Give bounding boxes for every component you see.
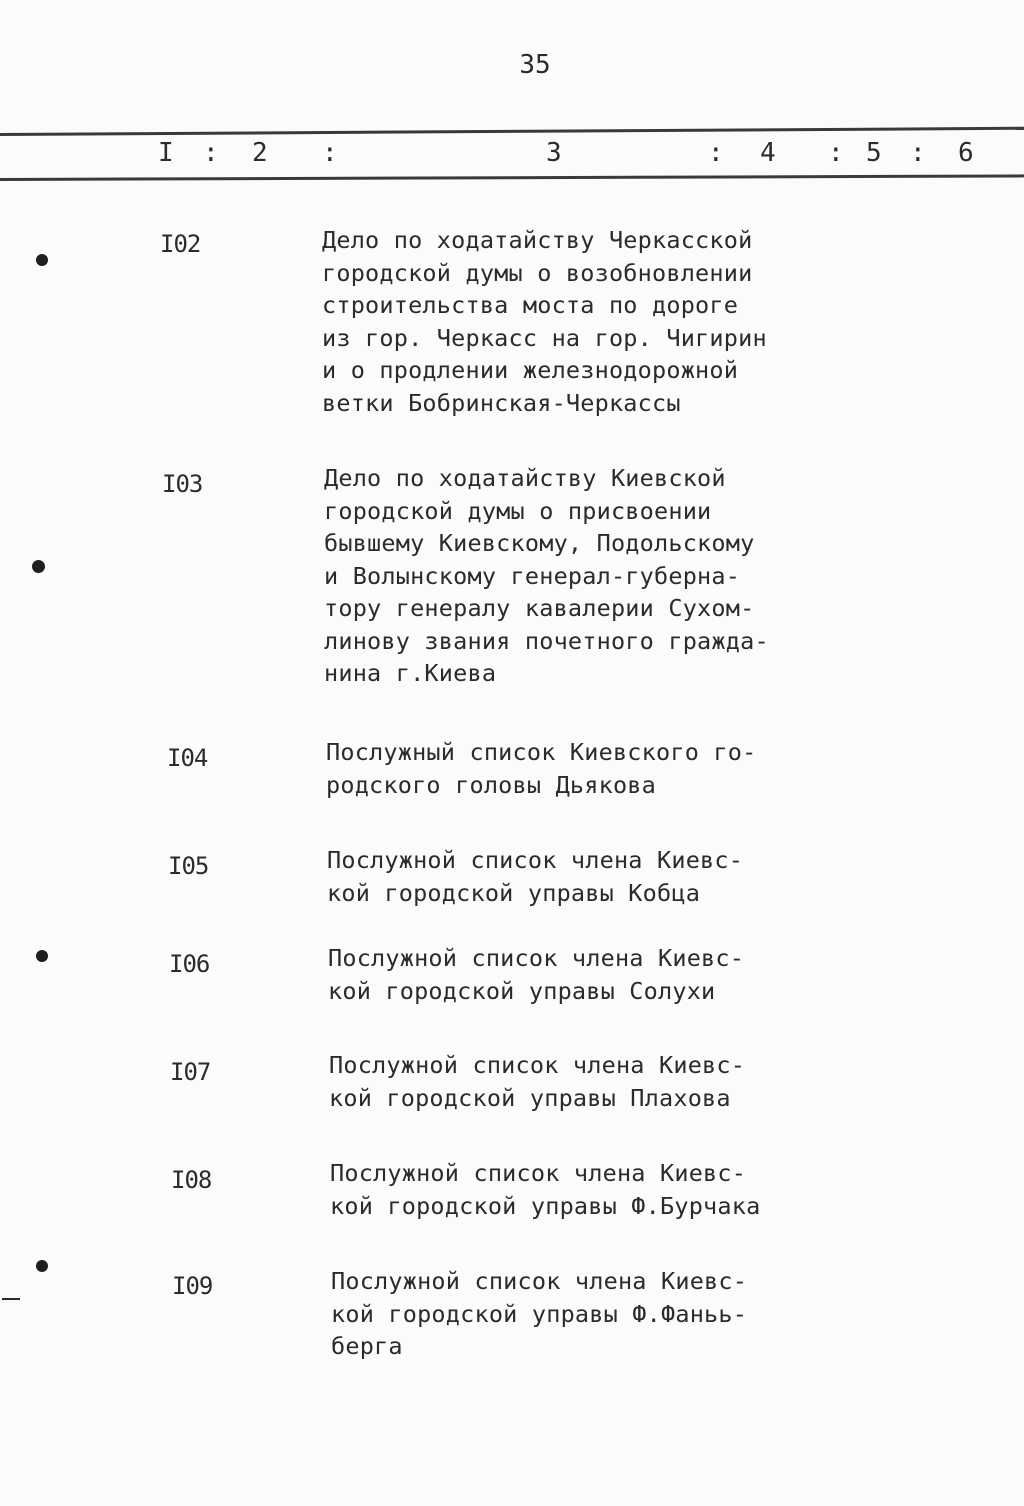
entry-number: I03 <box>162 470 203 498</box>
column-separator: : <box>828 138 844 168</box>
margin-stroke <box>2 1298 20 1300</box>
entry-number: I05 <box>168 852 209 880</box>
entry-number: I08 <box>171 1166 212 1194</box>
entry-description: Дело по ходатайству Киевской городской думы о присвоении бывшему Киевскому, Подольскому и Волынскому генерал-губерна- тору генералу кавалерии Сухом- линову звания почетного гражда- нина г.Киева <box>324 464 769 687</box>
entry-number: I02 <box>160 230 201 258</box>
column-header-3: 3 <box>546 138 562 168</box>
entry-description: Послужной список члена Киевс- кой городской управы Кобца <box>327 846 744 907</box>
column-separator: : <box>322 138 338 168</box>
entry-description: Дело по ходатайству Черкасской городской думы о возобновлении строительства моста по дороге из гор. Черкасс на гор. Чигирин и о продлении железнодорожной ветки Бобринская-Черкассы <box>322 226 767 417</box>
column-separator: : <box>910 138 926 168</box>
entry-number: I09 <box>172 1272 213 1300</box>
column-separator: : <box>203 138 219 168</box>
column-header-1: I <box>158 138 174 168</box>
column-header-5: 5 <box>866 138 882 168</box>
entry-number: I07 <box>170 1058 211 1086</box>
header-top-rule <box>0 127 1024 136</box>
binder-hole-mark <box>36 254 48 266</box>
column-header-2: 2 <box>252 138 268 168</box>
column-header-row <box>0 136 1024 176</box>
entry-description: Послужной список члена Киевс- кой городской управы Плахова <box>329 1051 746 1112</box>
column-separator: : <box>708 138 724 168</box>
entry-number: I04 <box>167 744 208 772</box>
binder-hole-mark <box>32 560 45 573</box>
page-number: 35 <box>519 50 551 80</box>
entry-description: Послужной список члена Киевс- кой городской управы Солухи <box>328 944 745 1005</box>
binder-hole-mark <box>36 950 48 962</box>
entry-description: Послужный список Киевского го- родского головы Дьякова <box>326 738 757 799</box>
column-header-4: 4 <box>760 138 776 168</box>
column-header-6: 6 <box>958 138 974 168</box>
entry-number: I06 <box>169 950 210 978</box>
entry-description: Послужной список члена Киевс- кой городской управы Ф.Бурчака <box>330 1159 761 1220</box>
binder-hole-mark <box>36 1260 48 1272</box>
entry-description: Послужной список члена Киевс- кой городской управы Ф.Фаньь- берга <box>331 1267 748 1360</box>
